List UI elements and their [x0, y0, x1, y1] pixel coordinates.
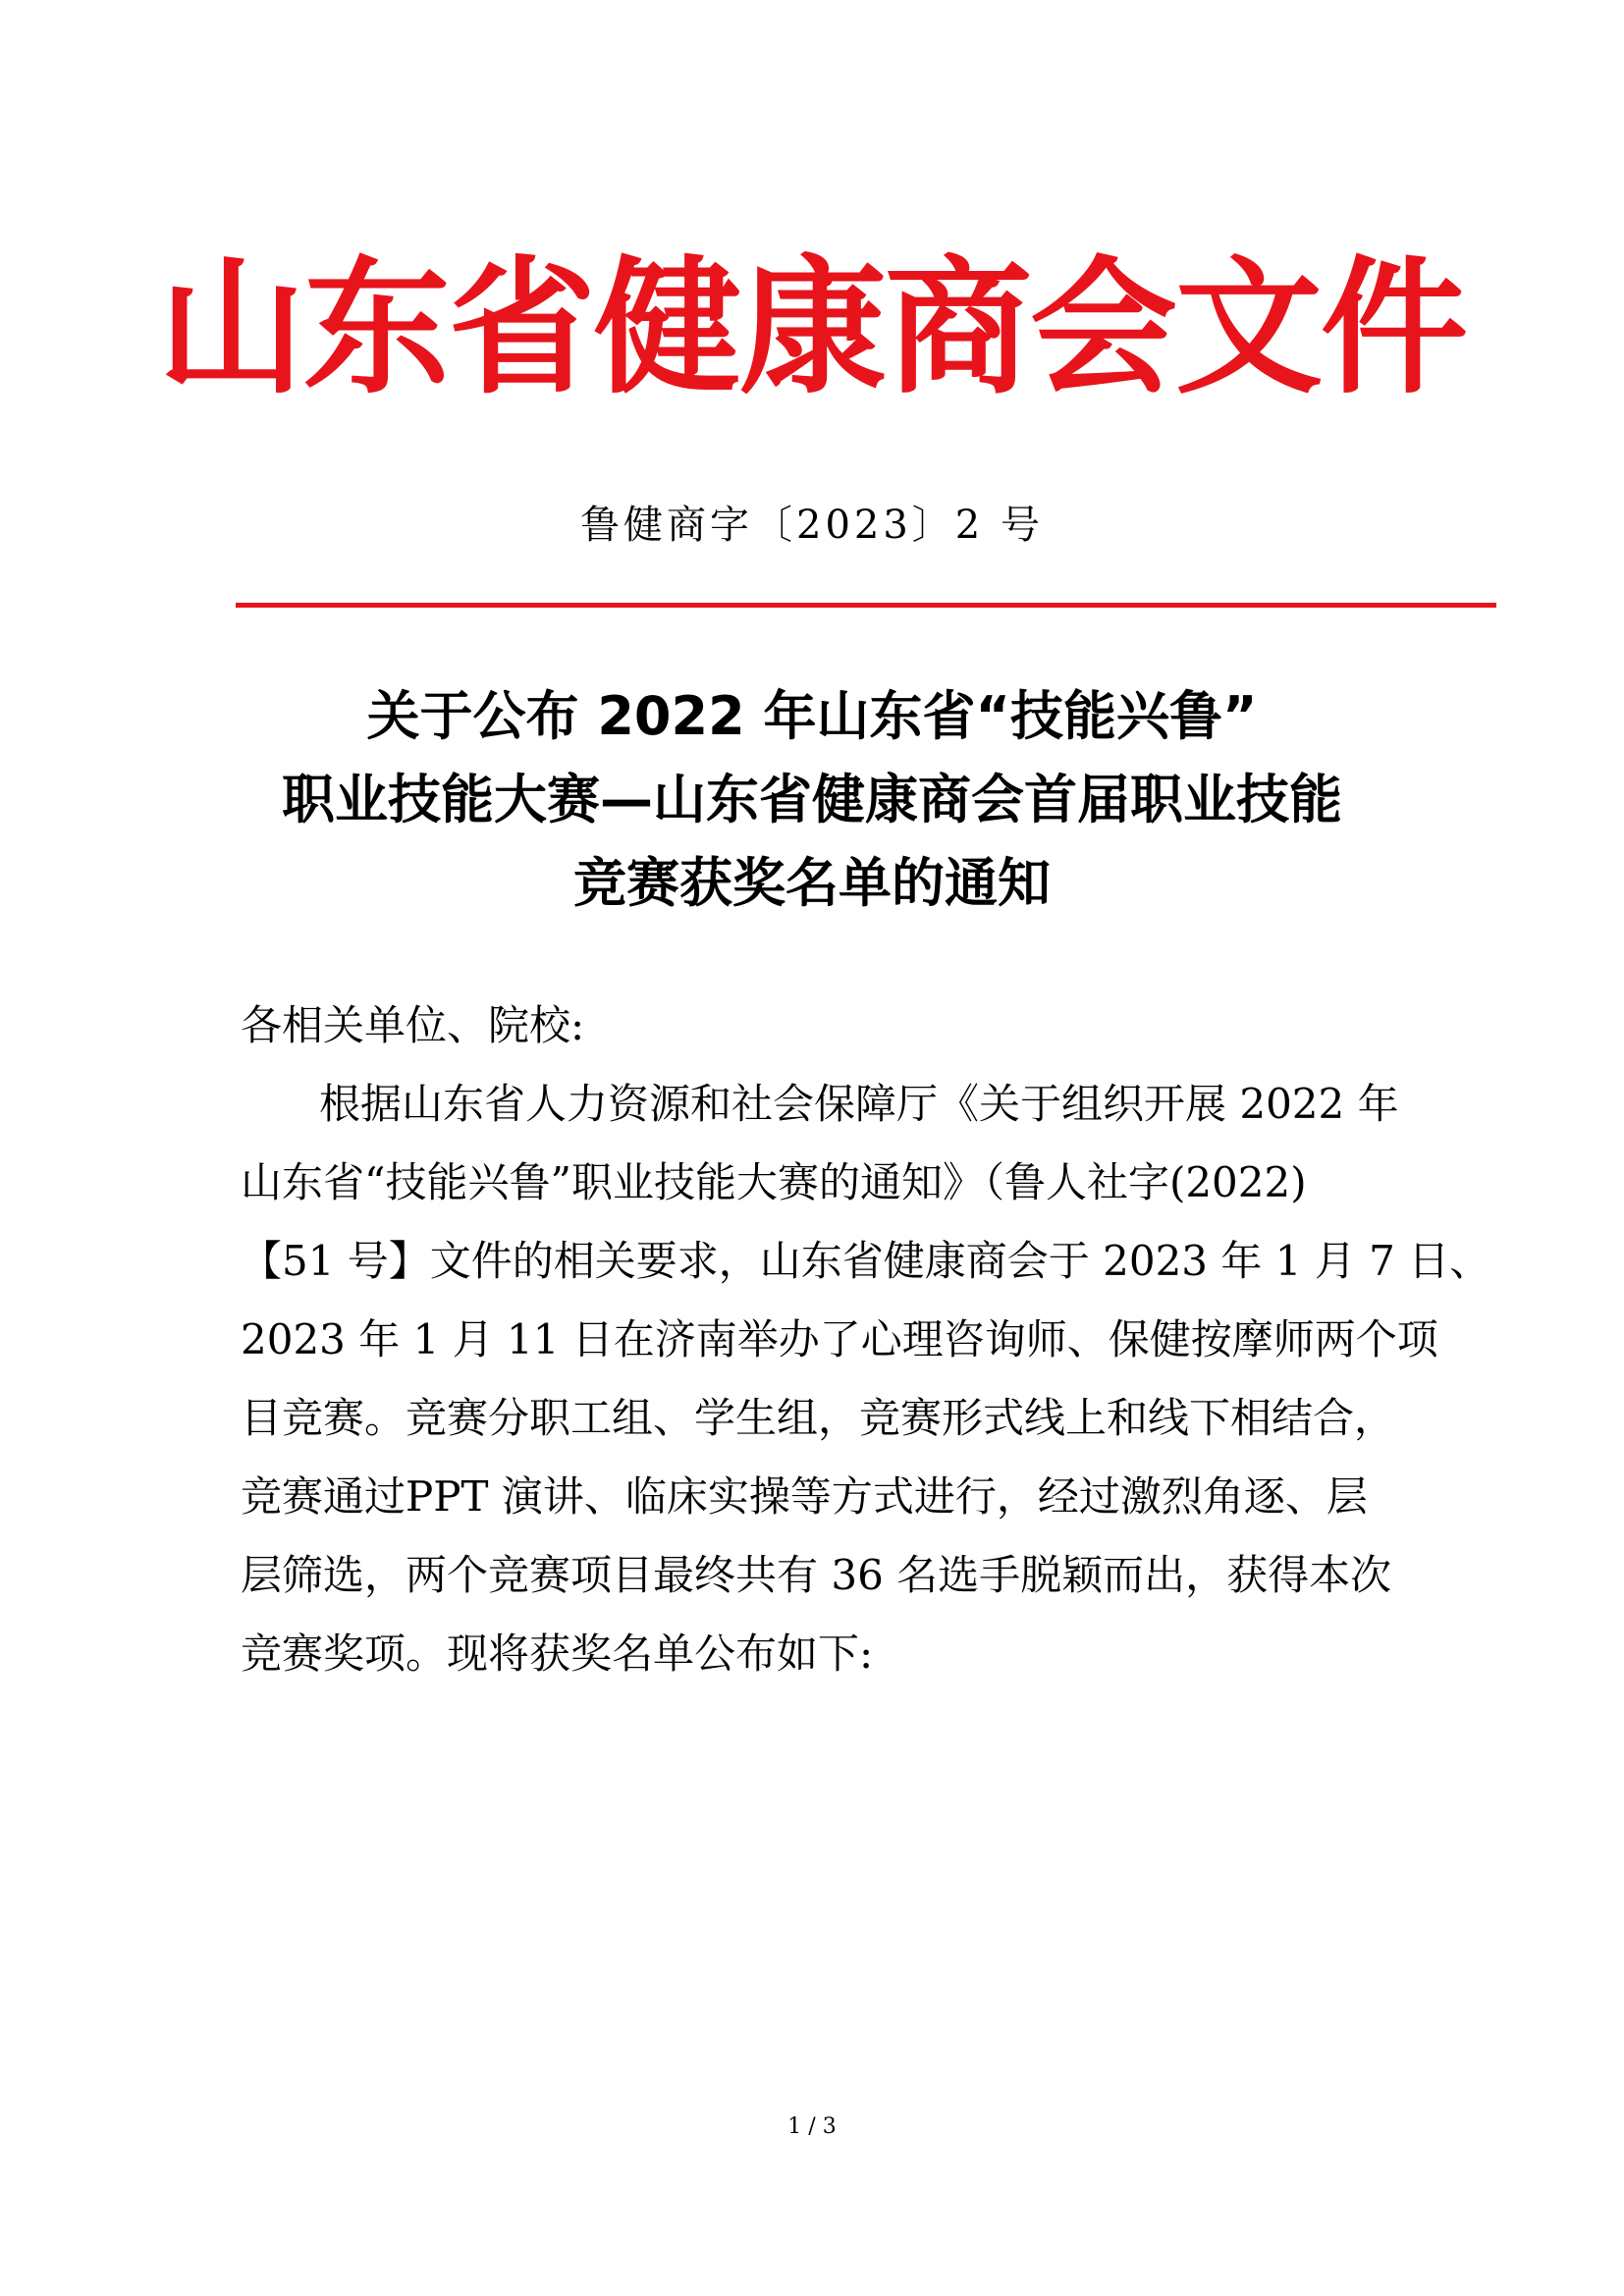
notice-title-line-2: 职业技能大赛—山东省健康商会首届职业技能 — [282, 769, 1342, 830]
paragraph-line: 目竞赛。竞赛分职工组、学生组，竞赛形式线上和线下相结合， — [241, 1394, 1396, 1442]
paragraph-line: 2023 年 1 月 11 日在济南举办了心理咨询师、保健按摩师两个项 — [241, 1315, 1438, 1363]
paragraph-line: 山东省“技能兴鲁”职业技能大赛的通知》（鲁人社字(2022) — [241, 1158, 1307, 1206]
red-divider — [236, 603, 1496, 608]
page-number: 1 / 3 — [787, 2114, 837, 2139]
masthead-title: 山东省健康商会文件 — [157, 243, 1466, 414]
salutation: 各相关单位、院校: — [241, 1001, 585, 1049]
notice-title-line-1: 关于公布 2022 年山东省“技能兴鲁” — [366, 685, 1258, 747]
paragraph-line: 根据山东省人力资源和社会保障厅《关于组织开展 2022 年 — [319, 1080, 1399, 1128]
paragraph-line: 竞赛奖项。现将获奖名单公布如下: — [241, 1629, 874, 1678]
paragraph-line: 【51 号】文件的相关要求，山东省健康商会于 2023 年 1 月 7 日、 — [241, 1237, 1491, 1285]
document-number: 鲁健商字〔2023〕2 号 — [580, 503, 1044, 548]
paragraph-line: 层筛选，两个竞赛项目最终共有 36 名选手脱颖而出，获得本次 — [241, 1551, 1392, 1599]
paragraph-line: 竞赛通过PPT 演讲、临床实操等方式进行，经过激烈角逐、层 — [241, 1472, 1368, 1521]
notice-title-line-3: 竞赛获奖名单的通知 — [573, 852, 1051, 914]
